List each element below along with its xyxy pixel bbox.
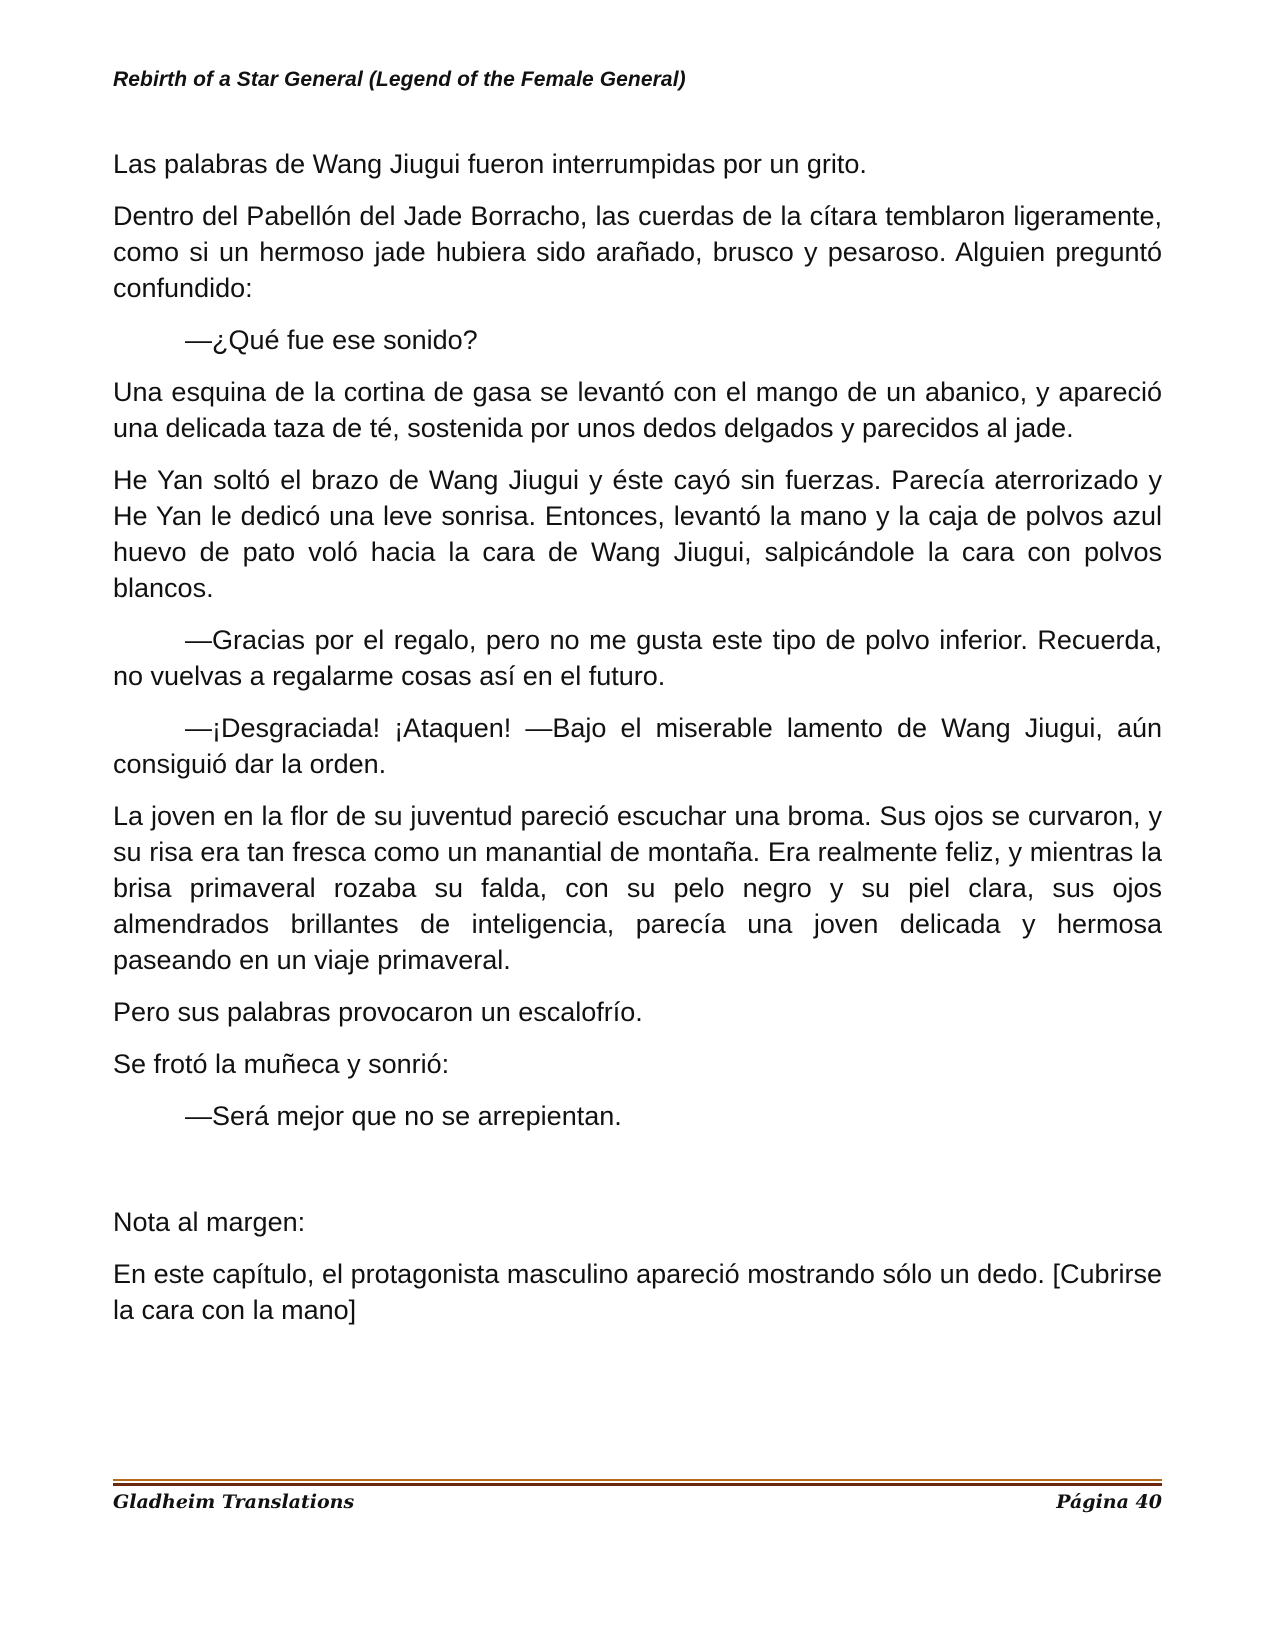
dialogue-paragraph: —¡Desgraciada! ¡Ataquen! —Bajo el miserable lamento de Wang Jiugui, aún consiguió dar la orden. [113, 713, 1162, 779]
dialogue-paragraph: —Será mejor que no se arrepientan. [185, 1101, 622, 1131]
section-spacer [113, 1150, 1162, 1204]
page-header-title: Rebirth of a Star General (Legend of the Female General) [113, 68, 686, 91]
paragraph: Pero sus palabras provocaron un escalofrío. [113, 997, 643, 1027]
dialogue-paragraph: —¿Qué fue ese sonido? [185, 325, 478, 355]
paragraph: He Yan soltó el brazo de Wang Jiugui y éste cayó sin fuerzas. Parecía aterrorizado y He Yan le dedicó una leve sonrisa. Entonces, levantó la mano y la caja de polvos azul huevo de pato voló hacia la cara de Wang Jiugui, salpicándole la cara con polvos blancos. [113, 465, 1162, 603]
paragraph: Se frotó la muñeca y sonrió: [113, 1049, 450, 1079]
note-paragraph: En este capítulo, el protagonista masculino apareció mostrando sólo un dedo. [Cubrirse la cara con la mano] [113, 1259, 1162, 1325]
chapter-body [113, 146, 1162, 1344]
paragraph: La joven en la flor de su juventud pareció escuchar una broma. Sus ojos se curvaron, y su risa era tan fresca como un manantial de montaña. Era realmente feliz, y mientras la brisa primaveral rozaba su falda, con su pelo negro y su piel clara, sus ojos almendrados brillantes de inteligencia, parecía una joven delicada y hermosa paseando en un viaje primaveral. [113, 801, 1162, 975]
footer-publisher: Gladheim Translations [113, 1491, 355, 1513]
footer-page-number: Página 40 [1056, 1491, 1162, 1513]
paragraph: Una esquina de la cortina de gasa se levantó con el mango de un abanico, y apareció una delicada taza de té, sostenida por unos dedos delgados y parecidos al jade. [113, 377, 1162, 443]
footer-divider [113, 1479, 1162, 1486]
dialogue-paragraph: —Gracias por el regalo, pero no me gusta este tipo de polvo inferior. Recuerda, no vuelvas a regalarme cosas así en el futuro. [113, 625, 1162, 691]
paragraph: Las palabras de Wang Jiugui fueron interrumpidas por un grito. [113, 149, 867, 179]
paragraph: Dentro del Pabellón del Jade Borracho, las cuerdas de la cítara temblaron ligeramente, como si un hermoso jade hubiera sido arañado, brusco y pesaroso. Alguien preguntó confundido: [113, 201, 1162, 303]
note-heading: Nota al margen: [113, 1207, 306, 1237]
